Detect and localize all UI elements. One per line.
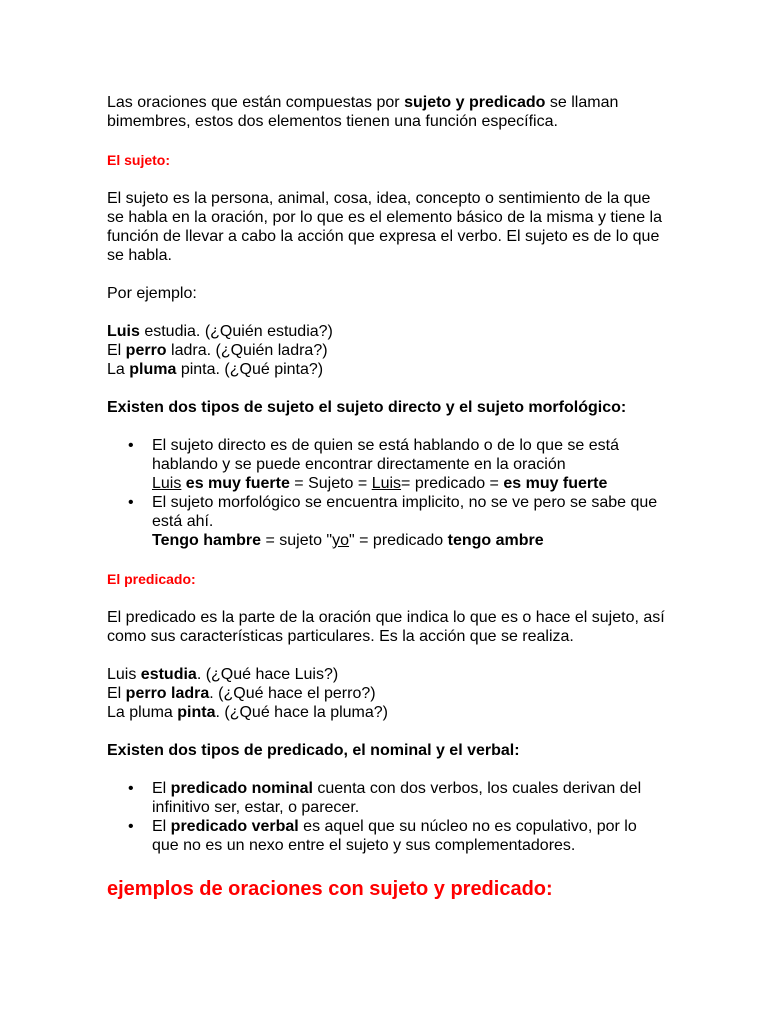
- por-ejemplo-label: Por ejemplo:: [107, 285, 197, 302]
- intro-bold-term: sujeto y predicado: [404, 94, 546, 111]
- predicado-example: Luis estudia. (¿Qué hace Luis?): [107, 666, 339, 683]
- sujeto-example: La pluma pinta. (¿Qué pinta?): [107, 361, 324, 378]
- predicado-definition: El predicado es la parte de la oración que indica lo que es o hace el sujeto, así como sus características particulares. Es la acción que se realiza.: [107, 609, 665, 645]
- list-item-predicado-nominal: • El predicado nominal cuenta con dos verbos, los cuales derivan del infinitivo ser, estar, o parecer.: [128, 780, 642, 816]
- predicado-examples: [107, 665, 667, 722]
- predicado-example: La pluma pinta. (¿Qué hace la pluma?): [107, 704, 389, 721]
- intro-text-end: se llaman bimembres, estos dos elementos tienen una función específica.: [107, 94, 619, 130]
- sujeto-example: Luis estudia. (¿Quién estudia?): [107, 323, 333, 340]
- list-item-predicado-verbal: • El predicado verbal es aquel que su núcleo no es copulativo, por lo que no es un nexo entre el sujeto y sus complementadores.: [128, 818, 637, 854]
- ejemplos-heading: ejemplos de oraciones con sujeto y predicado:: [107, 878, 553, 900]
- predicado-heading: El predicado:: [107, 571, 196, 587]
- bullet-icon: •: [128, 494, 134, 511]
- predicado-example: El perro ladra. (¿Qué hace el perro?): [107, 685, 376, 702]
- sujeto-example: El perro ladra. (¿Quién ladra?): [107, 342, 328, 359]
- bullet-icon: •: [128, 437, 134, 454]
- sujeto-heading: El sujeto:: [107, 152, 171, 168]
- intro-paragraph: [107, 93, 667, 131]
- document-page: [107, 93, 667, 901]
- bullet-icon: •: [128, 780, 134, 797]
- intro-text: Las oraciones que están compuestas por: [107, 94, 405, 111]
- sujeto-tipos-heading: Existen dos tipos de sujeto el sujeto directo y el sujeto morfológico:: [107, 399, 627, 416]
- list-item-sujeto-morfologico: • El sujeto morfológico se encuentra implicito, no se ve pero se sabe que está ahí. Tengo hambre = sujeto "yo" = predicado tengo ambre: [128, 494, 658, 549]
- sujeto-tipos-list: [107, 436, 667, 550]
- predicado-tipos-list: [107, 779, 667, 855]
- sujeto-examples: [107, 322, 667, 379]
- sujeto-definition: El sujeto es la persona, animal, cosa, idea, concepto o sentimiento de la que se habla en la oración, por lo que es el elemento básico de la misma y tiene la función de llevar a cabo la acción que expresa el verbo. El sujeto es de lo que se habla.: [107, 190, 662, 264]
- predicado-tipos-heading: Existen dos tipos de predicado, el nominal y el verbal:: [107, 742, 520, 759]
- bullet-icon: •: [128, 818, 134, 835]
- list-item-sujeto-directo: • El sujeto directo es de quien se está hablando o de lo que se está hablando y se puede encontrar directamente en la oración Luis es muy fuerte = Sujeto = Luis= predicado = es muy fuerte: [128, 437, 619, 492]
